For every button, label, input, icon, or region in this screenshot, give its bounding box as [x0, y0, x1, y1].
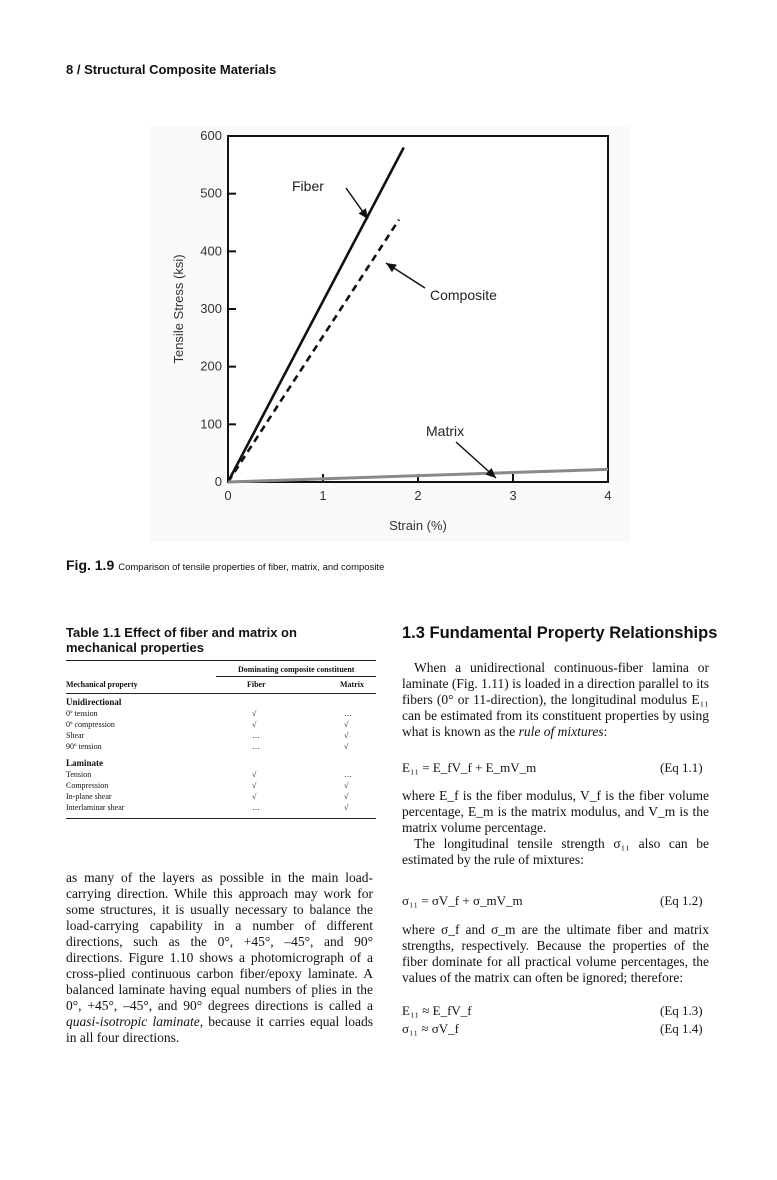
y-tick-label: 200: [200, 358, 222, 374]
table-cell: …: [252, 803, 260, 812]
paragraph-text: When a unidirectional continuous-fiber lamina or laminate (Fig. 1.11) is loaded in a direction parallel to its fibers (0° or 11-direction), the longitudinal modulus E₁₁ can be estimated from its constituent properties by using what is known as the: [402, 660, 709, 739]
y-tick-label: 300: [200, 301, 222, 316]
y-tick-label: 400: [200, 243, 222, 259]
equation-label: (Eq 1.4): [660, 1021, 703, 1036]
y-tick-label: 100: [200, 416, 222, 432]
equation-1-2: σ₁₁ = σV_f + σ_mV_m: [402, 893, 523, 908]
y-tick-label: 0: [214, 474, 222, 489]
stress-strain-chart: [150, 126, 630, 542]
table-cell: Tension: [66, 770, 92, 779]
x-tick-label: 2: [414, 488, 422, 503]
table-cell: √: [344, 803, 349, 812]
table-cell: √: [344, 742, 349, 751]
x-tick-label: 1: [319, 488, 327, 503]
left-column-text: [66, 870, 373, 1046]
table-cell: 90º tension: [66, 742, 102, 751]
table-cell: In-plane shear: [66, 792, 112, 801]
y-axis-label: Tensile Stress (ksi): [171, 254, 186, 364]
x-axis-label: Strain (%): [389, 518, 447, 533]
table-cell: √: [252, 709, 257, 718]
paragraph-text: as many of the layers as possible in the main load-carrying direction. While this approach may work for some structures, it is usually necessary to balance the load-carrying capability in a number of different directions, such as the 0°, +45°, –45°, and 90° directions. Figure 1.10 shows a photomicrograph of a cross-plied continuous carbon fiber/epoxy laminate. A balanced laminate having equal numbers of plies in the 0°, +45°, –45°, and 90° degrees directions is called a: [66, 870, 373, 1013]
table-cell: √: [252, 792, 257, 801]
table-cell: …: [344, 770, 352, 779]
figure-caption-label: Fig. 1.9: [66, 557, 115, 573]
table-cell: …: [252, 742, 260, 751]
table-cell: √: [252, 770, 257, 779]
figure-caption: [66, 557, 384, 574]
equation-label: (Eq 1.1): [660, 760, 703, 775]
table-cell: √: [252, 720, 257, 729]
table-section-name: Unidirectional: [66, 697, 122, 707]
paragraph-text: :: [603, 724, 608, 739]
section-paragraph: [402, 660, 709, 740]
table-cell: √: [344, 792, 349, 801]
table-col-header: Matrix: [340, 680, 364, 689]
figure-caption-text: Comparison of tensile properties of fiber, matrix, and composite: [118, 562, 385, 573]
annotation-fiber: Fiber: [292, 178, 324, 194]
table-cell: 0º tension: [66, 709, 98, 718]
equation-label: (Eq 1.2): [660, 893, 703, 908]
table-title: Table 1.1 Effect of fiber and matrix on mechanical properties: [66, 625, 297, 655]
table-col-header: Mechanical property: [66, 680, 138, 689]
table-cell: …: [252, 731, 260, 740]
running-head: 8 / Structural Composite Materials: [66, 62, 277, 77]
table-cell: 0º compression: [66, 720, 115, 729]
section-paragraph: where σ_f and σ_m are the ultimate fiber and matrix strengths, respectively. Because the properties of the fiber dominate for all practical volume percentages, the values of the matrix can often be ignored; therefore:: [402, 922, 709, 985]
equation-1-4: σ₁₁ ≈ σV_f: [402, 1021, 459, 1036]
table-section-name: Laminate: [66, 758, 103, 768]
table-cell: Shear: [66, 731, 85, 740]
table-cell: Interlaminar shear: [66, 803, 125, 812]
paragraph-text: , because it carries equal loads in all four directions.: [66, 1014, 373, 1045]
equation-1-3: E₁₁ ≈ E_fV_f: [402, 1003, 472, 1018]
emphasis-term: rule of mixtures: [518, 724, 604, 739]
figure-1-9: [150, 126, 630, 542]
table-group-header: Dominating composite constituent: [238, 665, 355, 674]
table-cell: √: [344, 781, 349, 790]
table-cell: √: [252, 781, 257, 790]
table-cell: √: [344, 731, 349, 740]
y-tick-label: 600: [200, 128, 222, 143]
x-tick-label: 0: [224, 488, 232, 503]
plot-frame: [228, 136, 608, 482]
emphasis-term: quasi-isotropic laminate: [66, 1014, 200, 1029]
y-tick-label: 500: [200, 185, 222, 201]
table-cell: …: [344, 709, 352, 718]
x-tick-label: 4: [604, 488, 612, 503]
table-cell: Compression: [66, 781, 109, 790]
annotation-matrix: Matrix: [426, 423, 465, 439]
section-paragraph: The longitudinal tensile strength σ₁₁ also can be estimated by the rule of mixtures:: [402, 836, 709, 867]
x-tick-label: 3: [509, 488, 517, 503]
table-col-header: Fiber: [247, 680, 266, 689]
annotation-composite: Composite: [430, 287, 497, 303]
section-paragraph: where E_f is the fiber modulus, V_f is the fiber volume percentage, E_m is the matrix modulus, and V_m is the matrix volume percentage.: [402, 788, 709, 835]
equation-1-1: E₁₁ = E_fV_f + E_mV_m: [402, 760, 537, 775]
table-cell: √: [344, 720, 349, 729]
section-title: 1.3 Fundamental Property Relationships: [402, 624, 718, 642]
equation-label: (Eq 1.3): [660, 1003, 703, 1018]
